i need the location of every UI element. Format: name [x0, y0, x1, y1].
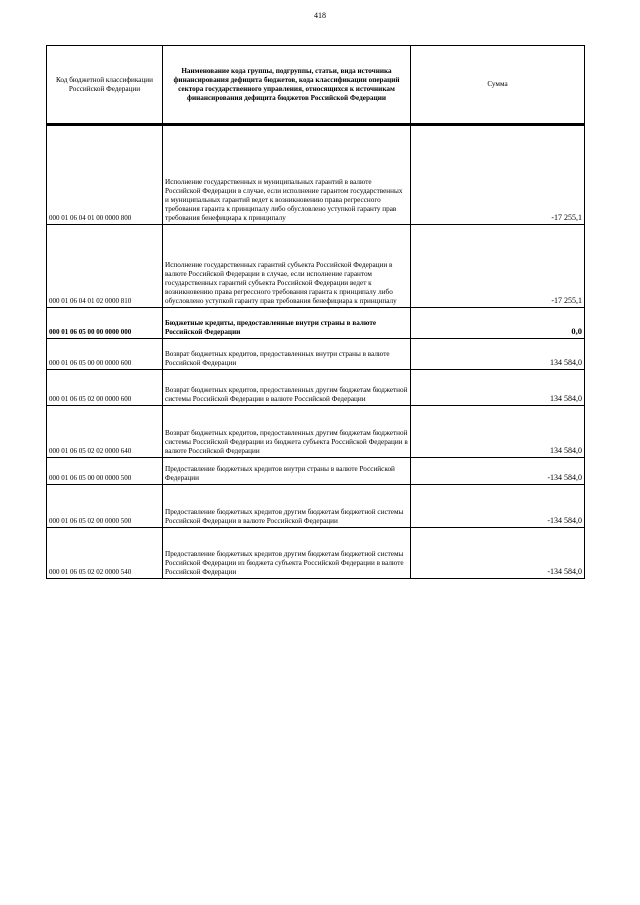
row-code: 000 01 06 04 01 00 0000 800 [47, 126, 163, 225]
table-row [47, 485, 585, 528]
table-header-row [47, 46, 585, 125]
header-name: Наименование кода группы, подгруппы, статьи, вида источника финансирования дефицита бюджетов, кода классификации операций сектора государственного управления, относящихся к источникам финансирования дефицита бюджетов Российской Федерации [163, 46, 411, 125]
row-name: Исполнение государственных гарантий субъекта Российской Федерации в валюте Российской Федерации в случае, если исполнение гарантом государственных гарантий субъекта Российской Федерации ведет к возникновению права регрессного требования гаранта к принципалу либо обусловлено уступкой гаранту прав требования бенефициара к принципалу [163, 225, 411, 308]
row-code: 000 01 06 04 01 02 0000 810 [47, 225, 163, 308]
table-row [47, 308, 585, 339]
row-name: Исполнение государственных и муниципальных гарантий в валюте Российской Федерации в случае, если исполнение гарантом государственных и муниципальных гарантий ведет к возникновению права регрессного требования гаранта к принципалу либо обусловлено уступкой гаранту прав требования бенефициара к принципалу [163, 126, 411, 225]
row-name: Предоставление бюджетных кредитов внутри страны в валюте Российской Федерации [163, 458, 411, 485]
row-name: Возврат бюджетных кредитов, предоставленных внутри страны в валюте Российской Федерации [163, 339, 411, 370]
row-amount: 134 584,0 [411, 406, 585, 458]
row-name: Предоставление бюджетных кредитов другим бюджетам бюджетной системы Российской Федерации в валюте Российской Федерации [163, 485, 411, 528]
row-name: Предоставление бюджетных кредитов другим бюджетам бюджетной системы Российской Федерации из бюджета субъекта Российской Федерации в валюте Российской Федерации [163, 528, 411, 579]
row-amount: 134 584,0 [411, 370, 585, 406]
page-number: 418 [314, 11, 326, 20]
row-amount: -17 255,1 [411, 126, 585, 225]
budget-sources-table [46, 45, 585, 579]
row-code: 000 01 06 05 02 02 0000 640 [47, 406, 163, 458]
table-row [47, 339, 585, 370]
row-amount: -134 584,0 [411, 528, 585, 579]
table-row [47, 458, 585, 485]
row-name: Возврат бюджетных кредитов, предоставленных другим бюджетам бюджетной системы Российской Федерации в валюте Российской Федерации [163, 370, 411, 406]
table-row [47, 406, 585, 458]
row-amount: -17 255,1 [411, 225, 585, 308]
row-amount: 0,0 [411, 308, 585, 339]
table-row [47, 225, 585, 308]
row-code: 000 01 06 05 00 00 0000 000 [47, 308, 163, 339]
table-row [47, 370, 585, 406]
row-name: Возврат бюджетных кредитов, предоставленных другим бюджетам бюджетной системы Российской Федерации из бюджета субъекта Российской Федерации в валюте Российской Федерации [163, 406, 411, 458]
row-amount: -134 584,0 [411, 485, 585, 528]
row-code: 000 01 06 05 00 00 0000 500 [47, 458, 163, 485]
row-code: 000 01 06 05 02 02 0000 540 [47, 528, 163, 579]
header-amount: Сумма [411, 46, 585, 125]
row-amount: 134 584,0 [411, 339, 585, 370]
row-amount: -134 584,0 [411, 458, 585, 485]
row-name: Бюджетные кредиты, предоставленные внутри страны в валюте Российской Федерации [163, 308, 411, 339]
row-code: 000 01 06 05 00 00 0000 600 [47, 339, 163, 370]
table-row [47, 528, 585, 579]
row-code: 000 01 06 05 02 00 0000 600 [47, 370, 163, 406]
row-code: 000 01 06 05 02 00 0000 500 [47, 485, 163, 528]
header-code: Код бюджетной классификации Российской Федерации [47, 46, 163, 125]
table-row [47, 126, 585, 225]
